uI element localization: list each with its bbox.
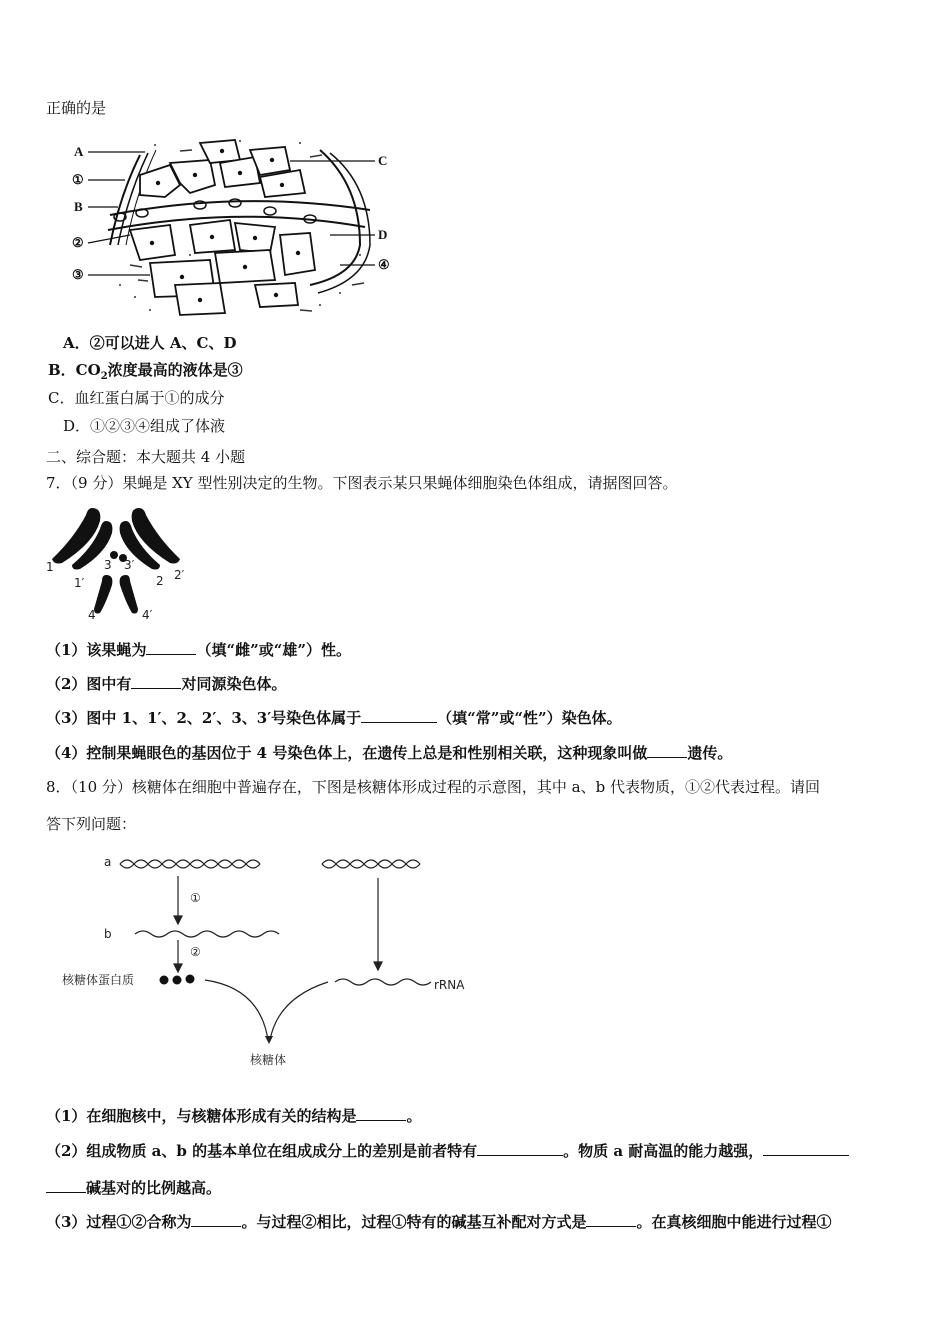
q7-sub4: （4）控制果蝇眼色的基因位于 4 号染色体上，在遗传上总是和性别相关联，这种现象叫做 遗传。: [46, 744, 733, 762]
rrna-label: rRNA: [434, 978, 465, 992]
q7-stem: 7．（9 分）果蝇是 XY 型性别决定的生物。下图表示某只果蝇体细胞染色体组成，请据图回答。: [46, 474, 678, 492]
section-heading: 二、综合题：本大题共 4 小题: [46, 448, 246, 466]
fig-label-a: a: [104, 855, 112, 869]
chrom-label-1p: 1′: [74, 576, 85, 590]
label-2: ②: [72, 235, 84, 250]
q8-sub2: （2）组成物质 a、b 的基本单位在组成成分上的差别是前者特有 。物质 a 耐高温的能力越强，: [46, 1141, 849, 1161]
label-C: C: [378, 153, 388, 168]
q8-sub1: （1）在细胞核中，与核糖体形成有关的结构是 。: [46, 1107, 422, 1125]
ribosome-label: 核糖体: [250, 1053, 287, 1067]
chrom-label-4p: 4′: [142, 608, 153, 622]
step-1-label: ①: [190, 891, 201, 905]
ribosome-diagram: [60, 848, 500, 1078]
label-B: B: [74, 199, 83, 214]
q8-sub3: （3）过程①②合称为 。与过程②相比，过程①特有的碱基互补配对方式是 。在真核细胞中能进行过程①: [46, 1213, 832, 1231]
q8-stem-line1: 8．（10 分）核糖体在细胞中普遍存在，下图是核糖体形成过程的示意图，其中 a、b 代表物质，①②代表过程。请回: [46, 778, 820, 796]
q7-sub1: （1）该果蝇为 （填“雌”或“雄”）性。: [46, 641, 351, 659]
fig-label-b: b: [104, 927, 112, 941]
tissue-diagram: [60, 135, 420, 320]
label-3: ③: [72, 267, 84, 282]
chrom-label-2: 2: [156, 574, 164, 588]
q8-sub2-cont: 碱基对的比例越高。: [46, 1178, 221, 1198]
option-c: C．血红蛋白属于①的成分: [48, 389, 225, 407]
label-A: A: [74, 144, 84, 159]
q7-sub2: （2）图中有 对同源染色体。: [46, 675, 287, 693]
chromosome-diagram: [44, 503, 194, 623]
intro-text: 正确的是: [46, 99, 107, 117]
q7-sub3: （3）图中 1、1′、2、2′、3、3′号染色体属于 （填“常”或“性”）染色体。: [46, 709, 622, 727]
option-d: D．①②③④组成了体液: [63, 417, 226, 435]
label-D: D: [378, 227, 388, 242]
label-4: ④: [378, 257, 390, 272]
label-1: ①: [72, 172, 84, 187]
chrom-label-2p: 2′: [174, 568, 185, 582]
chrom-label-3p: 3′: [124, 558, 135, 572]
step-2-label: ②: [190, 945, 201, 959]
chrom-label-1: 1: [46, 560, 54, 574]
ribosomal-protein-label: 核糖体蛋白质: [62, 973, 135, 987]
q8-stem-line2: 答下列问题：: [46, 815, 137, 833]
chrom-label-3: 3: [104, 558, 112, 572]
option-b: B．$CO_2$浓度最高的液体是③: [48, 361, 243, 382]
option-a: A．②可以进人 A、C、D: [63, 334, 237, 352]
chrom-label-4: 4: [88, 608, 96, 622]
